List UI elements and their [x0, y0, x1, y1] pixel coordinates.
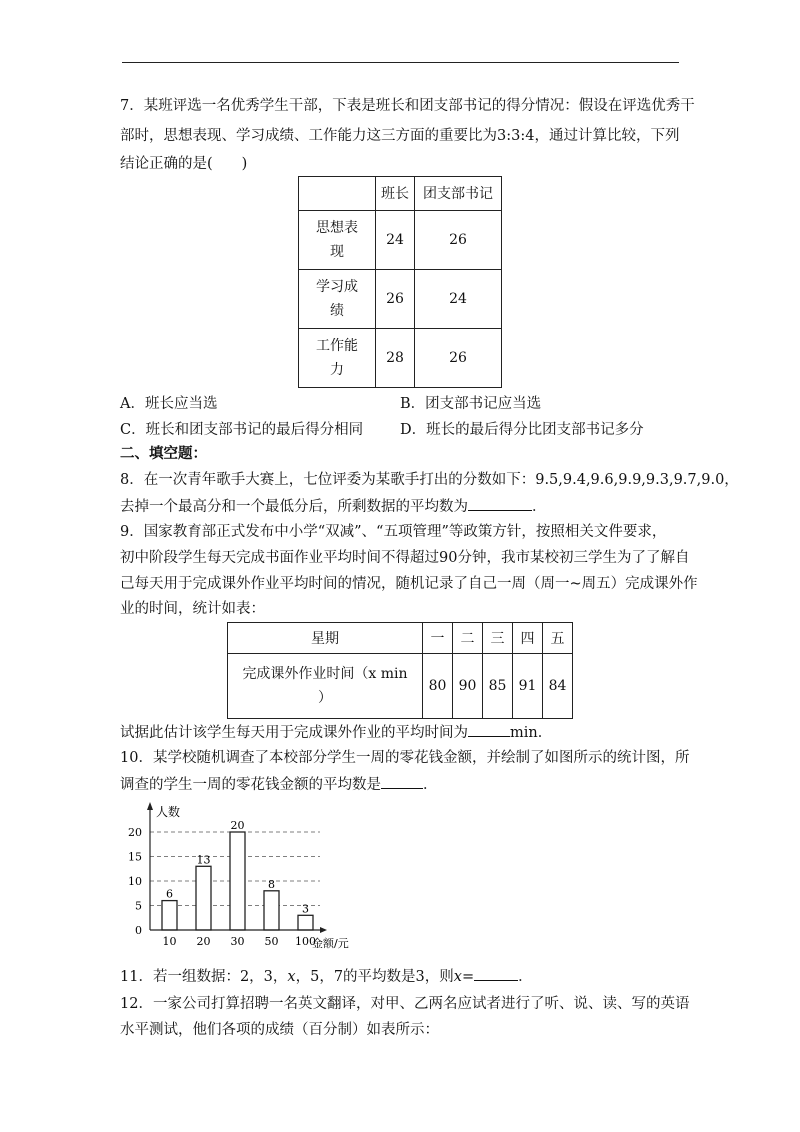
y-tick-label: 5	[135, 899, 142, 913]
allowance-bar-chart	[110, 800, 370, 955]
q7-option-a: A．班长应当选	[120, 396, 218, 412]
q10-answer-blank	[381, 774, 423, 789]
q9-day: 二	[453, 623, 483, 654]
q9-value: 84	[543, 654, 573, 719]
x-tick-label: 30	[230, 935, 245, 948]
x-tick-label: 20	[196, 935, 211, 948]
q7-row-label: 工作能 力	[299, 329, 376, 388]
y-axis-label: 人数	[156, 805, 181, 819]
bar	[230, 832, 245, 930]
q7-line1: 7．某班评选一名优秀学生干部，下表是班长和团支部书记的得分情况：假设在评选优秀干	[120, 98, 695, 114]
q9-line2: 初中阶段学生每天完成书面作业平均时间不得超过90分钟，我市某校初三学生为了了解自	[120, 550, 690, 566]
q7-cell: 28	[376, 329, 415, 388]
bar	[162, 901, 177, 930]
q9-value: 91	[513, 654, 543, 719]
section-heading: 二、填空题：	[120, 445, 207, 462]
chart-labels	[128, 819, 316, 948]
y-tick-label: 15	[128, 850, 142, 864]
q9-after-line: 试据此估计该学生每天用于完成课外作业的平均时间为 min．	[120, 722, 552, 743]
q7-row-label: 思想表 现	[299, 211, 376, 270]
q10-line2: 调查的学生一周的零花钱金额的平均数是 ．	[120, 774, 438, 795]
y-tick-label: 20	[128, 826, 142, 839]
q9-row-label: 完成课外作业时间（x min ）	[228, 654, 423, 719]
q12-line1: 12．一家公司打算招聘一名英文翻译，对甲、乙两名应试者进行了听、说、读、写的英语	[120, 996, 690, 1012]
q9-day: 三	[483, 623, 513, 654]
q9-line4: 业的时间，统计如表：	[120, 601, 265, 617]
q8-line1: 8．在一次青年歌手大赛上，七位评委为某歌手打出的分数如下：9.5,9.4,9.6,9.9,9.3,9.7,9.0，	[120, 472, 739, 488]
q7-header-empty	[299, 177, 376, 211]
x-tick-label: 10	[162, 935, 177, 948]
q9-homework-table	[227, 622, 573, 719]
y-axis-arrow	[147, 802, 153, 810]
q8-answer-blank	[468, 496, 532, 511]
q7-line3: 结论正确的是( )	[120, 156, 248, 172]
q7-option-b: B．团支部书记应当选	[400, 396, 542, 412]
q7-cell: 24	[415, 270, 502, 329]
q9-line1: 9．国家教育部正式发布中小学“双减”、“五项管理”等政策方针，按照相关文件要求，	[120, 524, 667, 540]
q9-day: 一	[423, 623, 453, 654]
q7-row-label: 学习成 绩	[299, 270, 376, 329]
bar	[196, 866, 211, 930]
q11-answer-blank	[474, 966, 518, 981]
q7-option-c: C．班长和团支部书记的最后得分相同	[120, 422, 364, 438]
bar-value-label: 13	[196, 853, 211, 867]
header-rule	[122, 62, 679, 63]
q7-line2: 部时，思想表现、学习成绩、工作能力这三方面的重要比为3:3:4，通过计算比较，下列	[120, 128, 680, 144]
q7-header-secretary: 团支部书记	[415, 177, 502, 211]
q10-line1: 10．某学校随机调查了本校部分学生一周的零花钱金额，并绘制了如图所示的统计图，所	[120, 750, 690, 766]
q7-score-table	[298, 176, 502, 388]
x-tick-label: 50	[264, 935, 279, 948]
bar	[298, 915, 313, 930]
q12-line2: 水平测试，他们各项的成绩（百分制）如表所示：	[120, 1022, 439, 1038]
bar-value-label: 6	[166, 887, 173, 901]
q9-line3: 己每天用于完成课外作业平均时间的情况，随机记录了自己一周（周一~周五）完成课外作	[120, 576, 698, 592]
y-tick-label: 0	[135, 924, 142, 937]
q9-header-label: 星期	[228, 623, 423, 654]
q9-value: 80	[423, 654, 453, 719]
q7-option-d: D．班长的最后得分比团支部书记多分	[400, 422, 644, 438]
x-tick-label: 100	[295, 935, 316, 948]
q9-value: 85	[483, 654, 513, 719]
q9-value: 90	[453, 654, 483, 719]
bar-value-label: 8	[268, 877, 275, 891]
q7-cell: 26	[415, 329, 502, 388]
bar-value-label: 20	[230, 819, 245, 832]
x-axis-label: 金额/元	[312, 937, 349, 950]
q9-day: 五	[543, 623, 573, 654]
q9-day: 四	[513, 623, 543, 654]
bar	[264, 891, 279, 930]
x-axis-arrow	[320, 927, 327, 933]
y-tick-label: 10	[128, 875, 142, 888]
q11-line: 11．若一组数据：2，3，x，5，7的平均数是3，则x= ．	[120, 966, 533, 987]
q8-line2: 去掉一个最高分和一个最低分后，所剩数据的平均数为 ．	[120, 496, 547, 517]
bar-value-label: 3	[302, 902, 309, 916]
q9-answer-blank	[468, 722, 510, 737]
q7-cell: 26	[415, 211, 502, 270]
q7-cell: 24	[376, 211, 415, 270]
q7-cell: 26	[376, 270, 415, 329]
q7-header-monitor: 班长	[376, 177, 415, 211]
